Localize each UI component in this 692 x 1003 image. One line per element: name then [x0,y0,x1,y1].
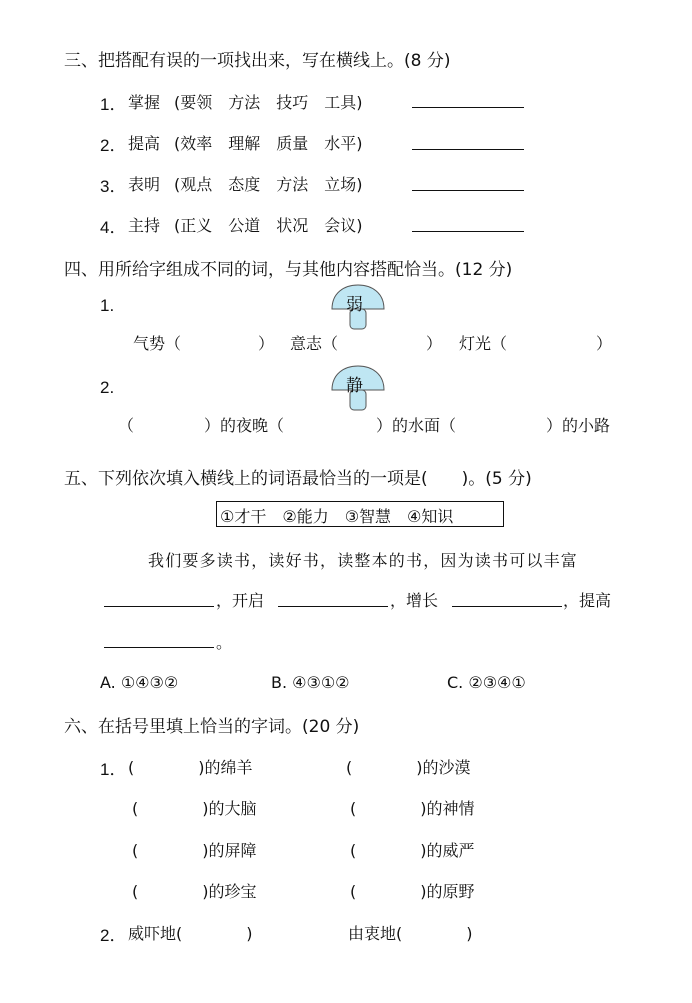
s3-item-1-options: (要领 方法 技巧 工具) [174,93,363,112]
s3-item-4-answer-line[interactable] [412,231,524,232]
section-4-title: 四、用所给字组成不同的词，与其他内容搭配恰当。(12 分) [64,260,513,280]
passage-blank-3[interactable] [452,606,562,607]
s4-q2-water: ）的水面（ [376,416,457,435]
s4-q1-a-close: ） [258,334,275,353]
s6-row-3-left: ( )的屏障 [132,841,257,860]
section-6-title: 六、在括号里填上恰当的字词。(20 分) [64,717,360,737]
s6-q2-right: 由衷地( ) [348,924,473,943]
s6-row-2-left: ( )的大脑 [132,799,257,818]
s6-row-1-right: ( )的沙漠 [346,758,471,777]
word-box-text: ①才干 ②能力 ③智慧 ④知识 [220,507,454,526]
s6-row-3-right: ( )的威严 [350,841,475,860]
s3-item-3-word: 表明 [128,175,161,194]
s4-q2-path: ）的小路 [546,416,611,435]
passage-blank-1[interactable] [104,606,214,607]
s4-q1-char: 弱 [346,295,363,315]
passage-blank-2[interactable] [278,606,388,607]
s3-item-3-num: 3． [100,177,127,196]
option-a[interactable]: A. ①④③② [100,673,179,692]
option-b[interactable]: B. ④③①② [271,673,350,692]
s4-q1-b-close: ） [426,334,443,353]
s6-row-2-right: ( )的神情 [350,799,475,818]
s4-q1-c-label: 灯光（ [459,334,508,353]
s6-row-1-left: ( )的绵羊 [128,758,253,777]
s3-item-4-word: 主持 [128,216,161,235]
passage-end: 。 [216,633,233,652]
s4-q2-char: 静 [346,376,363,396]
s6-row-4-left: ( )的珍宝 [132,882,257,901]
passage-line-1: 我们要多读书，读好书，读整本的书，因为读书可以丰富 [148,551,579,570]
s3-item-1-word: 掌握 [128,93,161,112]
s4-q1-a-label: 气势（ [133,334,182,353]
s6-q1-num: 1． [100,760,127,779]
s3-item-2-word: 提高 [128,134,161,153]
s3-item-2-answer-line[interactable] [412,149,524,150]
s3-item-3-options: (观点 态度 方法 立场) [174,175,363,194]
s6-q2-num: 2． [100,926,127,945]
s4-q1-c-close: ） [596,334,613,353]
s6-q2-left: 威吓地( ) [128,924,253,943]
s6-row-4-right: ( )的原野 [350,882,475,901]
passage-blank-4[interactable] [104,647,214,648]
passage-raise: ，提高 [563,591,612,610]
passage-grow: ，增长 [390,591,439,610]
s3-item-1-num: 1． [100,95,127,114]
section-5-title: 五、下列依次填入横线上的词语最恰当的一项是( )。(5 分) [64,469,532,489]
s4-q2-num: 2. [100,378,115,397]
s3-item-1-answer-line[interactable] [412,107,524,108]
s4-q2-paren-1: （ [118,416,135,435]
s4-q1-num: 1. [100,296,115,315]
s3-item-4-num: 4． [100,218,127,237]
s4-q1-b-label: 意志（ [290,334,339,353]
s3-item-2-options: (效率 理解 质量 水平) [174,134,363,153]
option-c[interactable]: C. ②③④① [447,673,526,692]
s3-item-3-answer-line[interactable] [412,190,524,191]
passage-open: ，开启 [216,591,265,610]
section-3-title: 三、把搭配有误的一项找出来，写在横线上。(8 分) [64,51,451,71]
s4-q2-night: ）的夜晚（ [204,416,285,435]
s3-item-2-num: 2． [100,136,127,155]
s3-item-4-options: (正义 公道 状况 会议) [174,216,363,235]
